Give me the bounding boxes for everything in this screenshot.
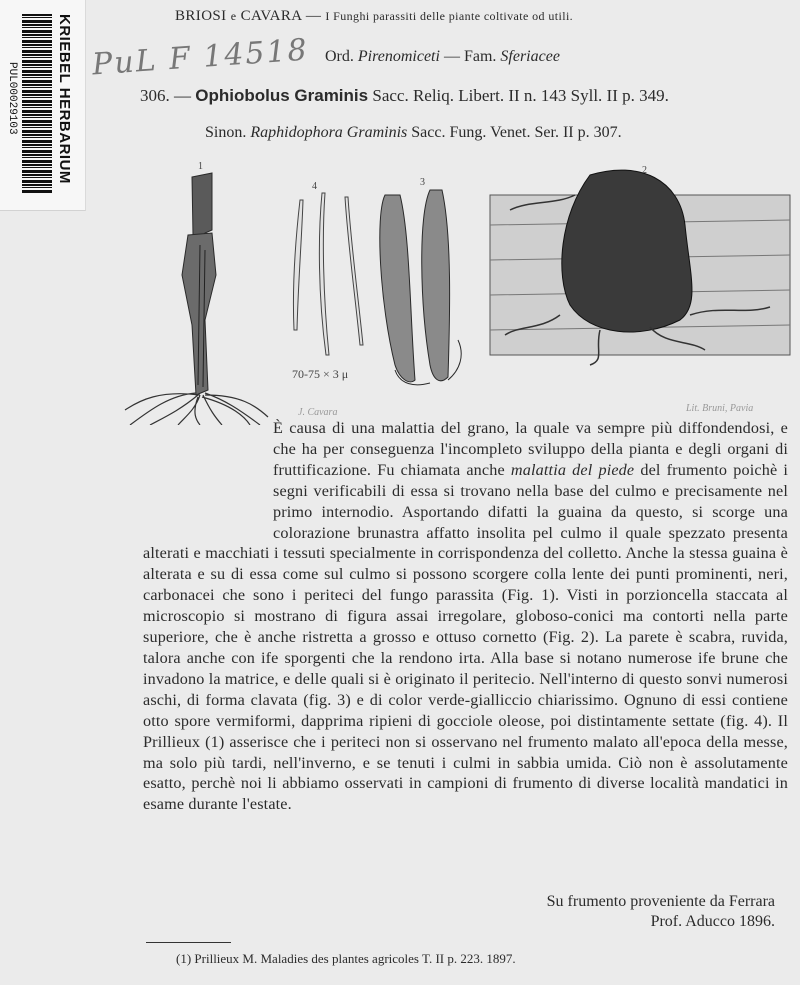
locality-line1: Su frumento proveniente da Ferrara <box>546 893 775 910</box>
fig2-perithecium <box>490 170 790 365</box>
order-name: Pirenomiceti <box>357 48 440 65</box>
synonym-name: Raphidophora Graminis <box>250 124 408 141</box>
signature-right: Lit. Bruni, Pavia <box>686 403 754 414</box>
description-part2: del frumento poichè i segni verificabili di essa si trovano nella base del culmo e precisamente nel primo internodio. Asportando difatti la guaina da questo, si scorge una colorazione brunastra affatto insolita pel culmo il quale spezzato presenta alterati e macchiati i tessuti specialmente in corrispondenza del colletto. Anche la stessa guaina è alterata e su di essa come sul culmo si possono scorgere colla lente dei punti prominenti, neri, carbonacei che sono i periteci del fungo parassita (Fig. 1). Visti in porzioncella staccata al microscopio si mostrano di figura assai irregolare, globoso-conici ma contorti nella parte superiore, che è anche ristretta a grosso e ottuso cornetto (Fig. 2). La parete è scabra, ruvida, talora anche con ife sporgenti che la rendono irta. Alla base si notano numerose ife brune che invadono la matrice, e delle quali si è originato il peritecio. Nell'interno di questo sonvi numerosi aschi, di forma clavata (fig. 3) e di color verde-gialliccio chiarissimo. Ognuno di essi contiene otto spore vermiformi, dapprima ripieni di gocciole oleose, poi distintamente settate (fig. 4). Il Prillieux (1) asserisce che i periteci non si osservano nel frumento malato all'epoca della messe, ma solo più tardi, nell'inverno, e se tenuti i culmi in sabbia umida. Ciò non è assolutamente esatto, perchè noi li abbiamo osservati in campioni di frumento di diverse località mandatici in esame durante l'estate. <box>143 460 789 814</box>
footnote-rule <box>146 942 231 943</box>
description-part1: È causa di una malattia del grano, la quale va sempre più diffondendosi, e che ha per conseguenza l'incompleto sviluppo della pianta e degli organi di fruttificazione. Fu chiamata anche <box>273 419 788 479</box>
signature-left: J. Cavara <box>298 407 338 418</box>
synonym-line <box>205 124 622 142</box>
header-series: I Funghi parassiti delle piante coltivate od utili. <box>325 9 574 23</box>
entry-number: 306. — <box>140 86 191 105</box>
handwritten-accession: PuL F 14518 <box>91 32 310 83</box>
order-dash: — <box>443 48 460 65</box>
family-label: Fam. <box>463 48 497 65</box>
spore-measurement: 70-75 × 3 μ <box>292 367 349 381</box>
header-dash: — <box>305 8 322 24</box>
fig3-label: 3 <box>420 177 425 188</box>
figure-wrap-space <box>143 418 273 523</box>
herbarium-title: KRIEBEL HERBARIUM <box>56 14 73 184</box>
header-author2: CAVARA <box>240 8 302 24</box>
synonym-prefix: Sinon. <box>205 124 247 141</box>
locality-line2: Prof. Aducco 1896. <box>650 913 775 930</box>
description-italic: malattia del piede <box>510 460 635 479</box>
family-name: Sferiacee <box>500 48 560 65</box>
species-citation: Sacc. Reliq. Libert. II n. 143 Syll. II p. 349. <box>372 86 669 105</box>
illustration-plate <box>0 155 800 425</box>
entry-title <box>140 86 669 106</box>
synonym-citation: Sacc. Fung. Venet. Ser. II p. 307. <box>411 124 622 141</box>
specimen-code: PUL00029103 <box>6 62 18 135</box>
species-name: Ophiobolus Graminis <box>195 86 369 105</box>
running-header <box>175 8 573 25</box>
fig4-label: 4 <box>312 181 317 192</box>
plate-drawings <box>0 155 800 425</box>
header-conj: e <box>230 9 237 23</box>
fig4-spores <box>293 193 363 355</box>
taxonomic-order <box>325 48 560 66</box>
order-label: Ord. <box>325 48 354 65</box>
header-author: BRIOSI <box>175 8 227 24</box>
fig1-wheat-stem <box>125 173 268 425</box>
description-text <box>143 418 788 815</box>
fig3-asci <box>380 190 461 385</box>
specimen-locality <box>547 892 775 932</box>
fig2-label: 2 <box>642 165 647 176</box>
footnote: (1) Prillieux M. Maladies des plantes agricoles T. II p. 223. 1897. <box>176 951 516 966</box>
fig1-label: 1 <box>198 161 203 172</box>
